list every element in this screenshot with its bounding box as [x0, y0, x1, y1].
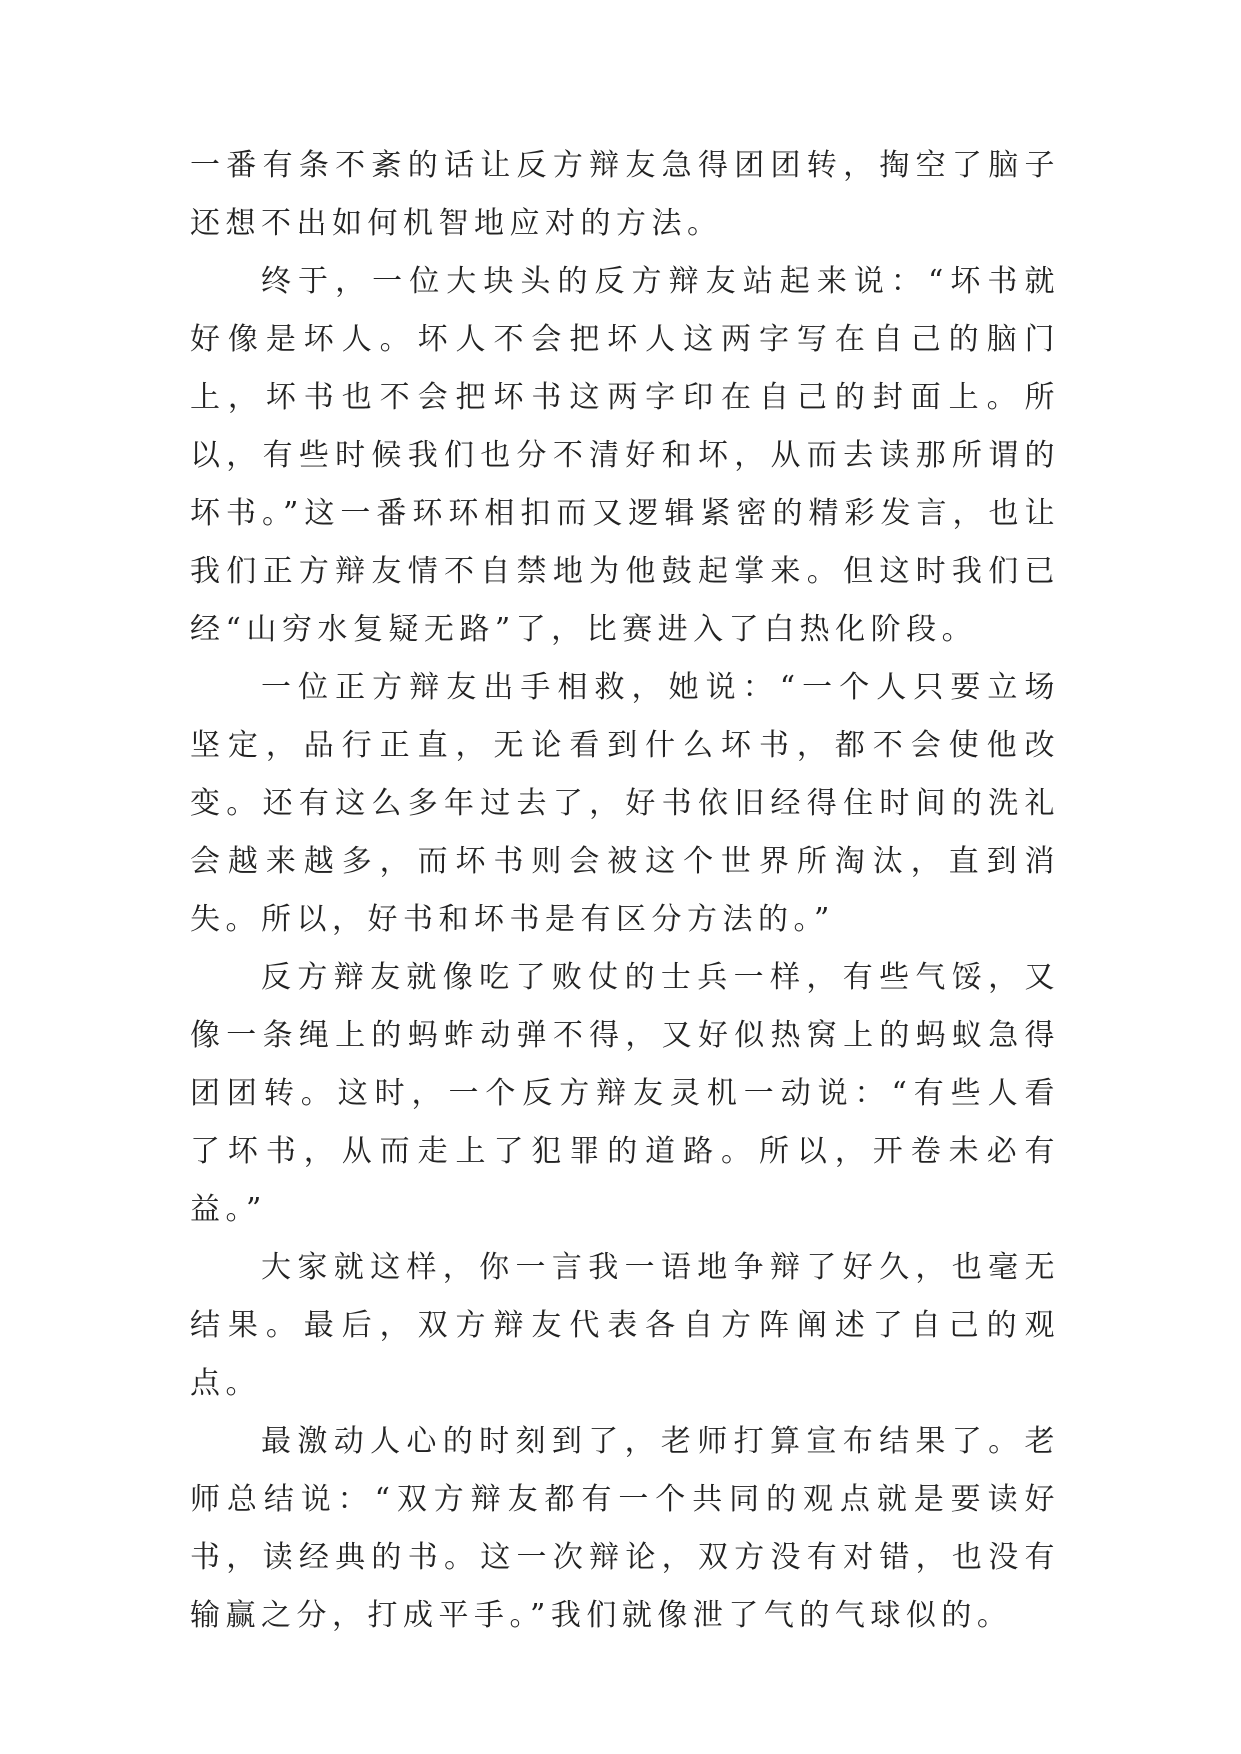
paragraph: 大家就这样，你一言我一语地争辩了好久，也毫无结果。最后，双方辩友代表各自方阵阐述了自己的观点。	[190, 1250, 1060, 1401]
paragraph: 最激动人心的时刻到了，老师打算宣布结果了。老师总结说：“双方辩友都有一个共同的观点就是要读好书，读经典的书。这一次辩论，双方没有对错，也没有输赢之分，打成平手。”我们就像泄了气的气球似的。	[190, 1424, 1060, 1633]
paragraph: 终于，一位大块头的反方辩友站起来说：“坏书就好像是坏人。坏人不会把坏人这两字写在自己的脑门上，坏书也不会把坏书这两字印在自己的封面上。所以，有些时候我们也分不清好和坏，从而去读那所谓的坏书。”这一番环环相扣而又逻辑紧密的精彩发言，也让我们正方辩友情不自禁地为他鼓起掌来。但这时我们已经“山穷水复疑无路”了，比赛进入了白热化阶段。	[190, 264, 1060, 647]
paragraph: 一位正方辩友出手相救，她说：“一个人只要立场坚定，品行正直，无论看到什么坏书，都不会使他改变。还有这么多年过去了，好书依旧经得住时间的洗礼会越来越多，而坏书则会被这个世界所淘汰，直到消失。所以，好书和坏书是有区分方法的。”	[190, 670, 1060, 937]
paragraph: 反方辩友就像吃了败仗的士兵一样，有些气馁，又像一条绳上的蚂蚱动弹不得，又好似热窝上的蚂蚁急得团团转。这时，一个反方辩友灵机一动说：“有些人看了坏书，从而走上了犯罪的道路。所以，开卷未必有益。”	[190, 960, 1060, 1227]
paragraph: 一番有条不紊的话让反方辩友急得团团转，掏空了脑子还想不出如何机智地应对的方法。	[190, 148, 1060, 241]
document-body	[190, 137, 1060, 1645]
